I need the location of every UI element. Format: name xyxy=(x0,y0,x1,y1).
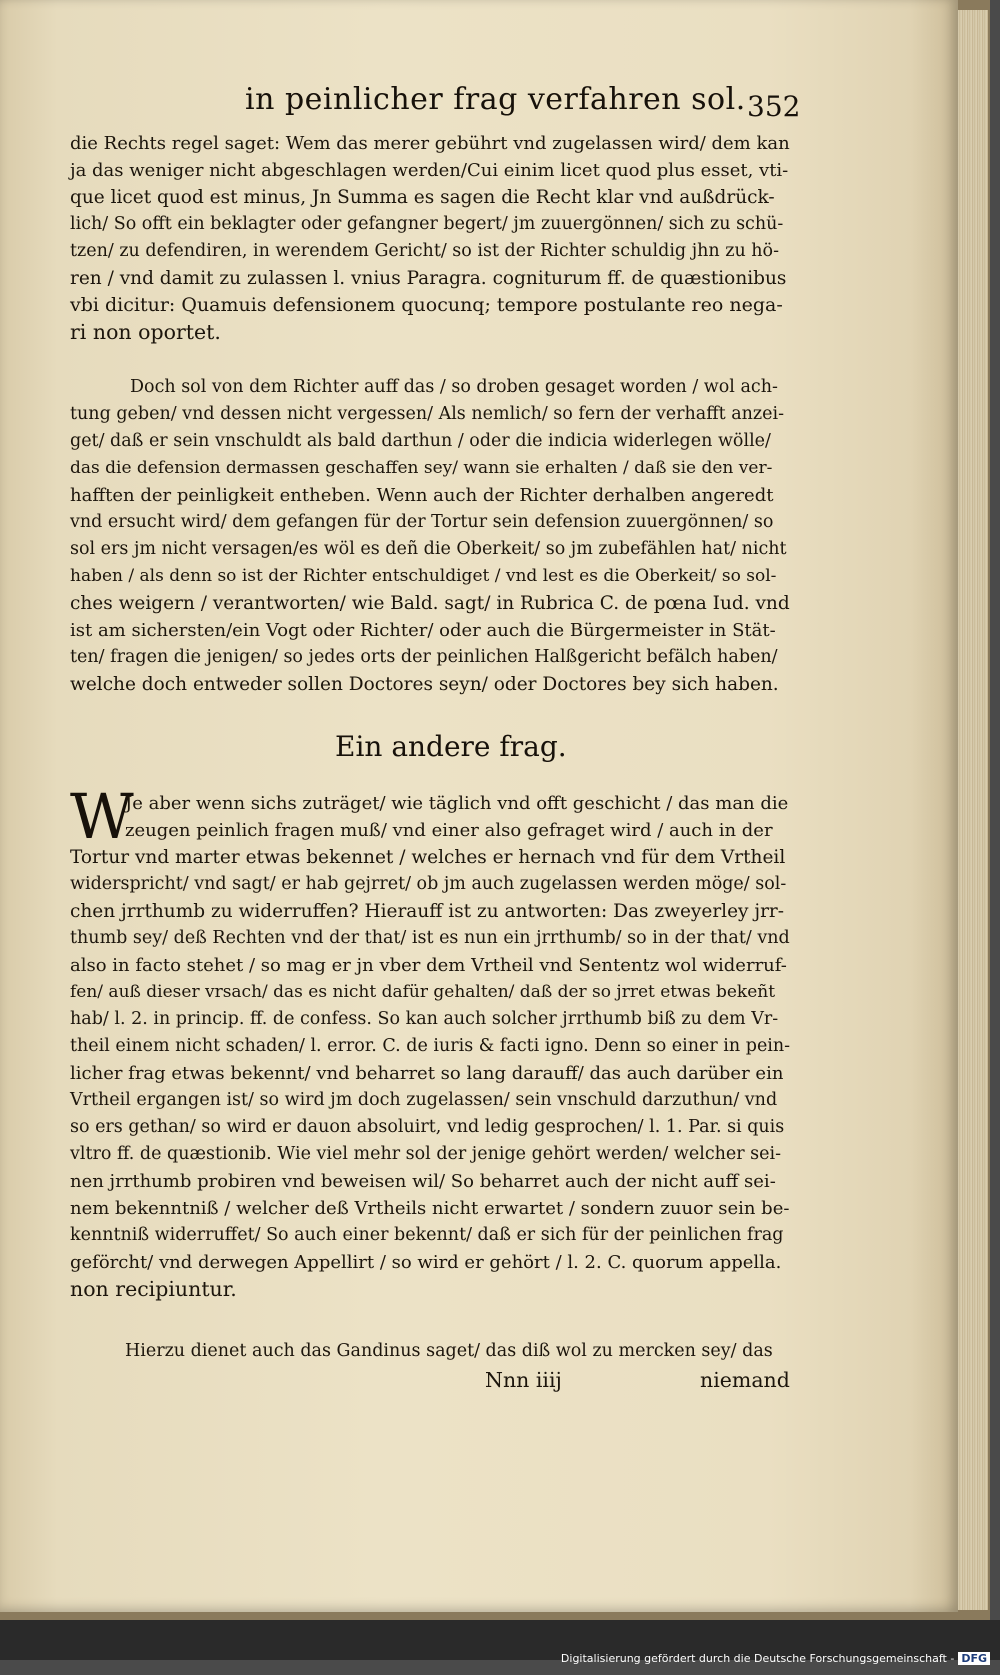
section-heading: Ein andere frag. xyxy=(335,730,567,763)
text-line: theil einem nicht schaden/ l. error. C. de iuris & facti igno. Denn so einer in pein- xyxy=(70,1036,791,1056)
text-line: ist am sichersten/ein Vogt oder Richter/ oder auch die Bürgermeister in Stät- xyxy=(70,620,776,641)
text-line: kenntniß widerruffet/ So auch einer bekennt/ daß er sich für der peinlichen frag xyxy=(70,1225,784,1245)
page-number: 352 xyxy=(747,90,801,123)
dfg-logo: DFG xyxy=(958,1652,990,1665)
text-line: hafften der peinligkeit entheben. Wenn auch der Richter derhalben angeredt xyxy=(70,485,774,506)
text-line: vnd ersucht wird/ dem gefangen für der Tortur sein defension zuuergönnen/ so xyxy=(70,512,774,532)
text-line: welche doch entweder sollen Doctores seyn/ oder Doctores bey sich haben. xyxy=(70,674,779,695)
text-line: lich/ So offt ein beklagter oder gefangner begert/ jm zuuergönnen/ sich zu schü- xyxy=(70,214,784,234)
text-line: chen jrrthumb zu widerruffen? Hierauff ist zu antworten: Das zweyerley jrr- xyxy=(70,901,785,922)
text-line: die Rechts regel saget: Wem das merer gebührt vnd zugelassen wird/ dem kan xyxy=(70,133,790,154)
text-line: Je aber wenn sichs zuträget/ wie täglich vnd offt geschicht / das man die xyxy=(125,793,789,814)
text-line: nen jrrthumb probiren vnd beweisen wil/ So beharret auch der nicht auff sei- xyxy=(70,1171,776,1192)
text-line: ches weigern / verantworten/ wie Bald. sagt/ in Rubrica C. de pœna Iud. vnd xyxy=(70,593,790,614)
text-line: sol ers jm nicht versagen/es wöl es deñ die Oberkeit/ so jm zubefählen hat/ nicht xyxy=(70,539,787,559)
decorated-initial: W xyxy=(70,780,134,853)
text-line: ri non oportet. xyxy=(70,320,221,344)
text-line: non recipiuntur. xyxy=(70,1277,237,1301)
text-line: get/ daß er sein vnschuldt als bald darthun / oder die indicia widerlegen wölle/ xyxy=(70,431,771,451)
credit-text: Digitalisierung gefördert durch die Deutsche Forschungsgemeinschaft - xyxy=(560,1652,955,1665)
text-line: que licet quod est minus, Jn Summa es sagen die Recht klar vnd außdrück- xyxy=(70,187,775,208)
text-line: tung geben/ vnd dessen nicht vergessen/ Als nemlich/ so fern der verhafft anzei- xyxy=(70,404,785,424)
text-line: tzen/ zu defendiren, in werendem Gericht/ so ist der Richter schuldig jhn zu hö- xyxy=(70,241,779,261)
text-line: Hierzu dienet auch das Gandinus saget/ das diß wol zu mercken sey/ das xyxy=(125,1341,773,1361)
text-line: Doch sol von dem Richter auff das / so droben gesaget worden / wol ach- xyxy=(130,377,778,397)
text-line: licher frag etwas bekennt/ vnd beharret so lang darauff/ das auch darüber ein xyxy=(70,1063,784,1084)
text-line: Tortur vnd marter etwas bekennet / welches er hernach vnd für dem Vrtheil xyxy=(70,847,786,868)
digitization-credit xyxy=(561,1652,990,1665)
text-line: Vrtheil ergangen ist/ so wird jm doch zugelassen/ sein vnschuld darzuthun/ vnd xyxy=(70,1090,778,1110)
text-line: also in facto stehet / so mag er jn vber dem Vrtheil vnd Sententz wol widerruf- xyxy=(70,955,787,976)
text-line: nem bekenntniß / welcher deß Vrtheils nicht erwartet / sondern zuuor sein be- xyxy=(70,1198,790,1219)
text-line: widerspricht/ vnd sagt/ er hab gejrret/ ob jm auch zugelassen werden möge/ sol- xyxy=(70,874,787,894)
text-line: ren / vnd damit zu zulassen l. vnius Paragra. cogniturum ff. de quæstionibus xyxy=(70,268,787,289)
catchword: niemand xyxy=(700,1368,790,1392)
text-line: das die defension dermassen geschaffen sey/ wann sie erhalten / daß sie den ver- xyxy=(70,458,773,478)
text-line: vltro ff. de quæstionib. Wie viel mehr sol der jenige gehört werden/ welcher sei- xyxy=(70,1144,782,1164)
text-line: fen/ auß dieser vrsach/ das es nicht dafür gehalten/ daß der so jrret etwas bekeñt xyxy=(70,982,776,1002)
text-line: thumb sey/ deß Rechten vnd der that/ ist es nun ein jrrthumb/ so in der that/ vnd xyxy=(70,928,790,948)
page-edges xyxy=(958,10,988,1610)
running-head: in peinlicher frag verfahren sol. xyxy=(245,82,746,117)
text-line: haben / als denn so ist der Richter entschuldiget / vnd lest es die Oberkeit/ so sol- xyxy=(70,566,777,586)
text-line: ten/ fragen die jenigen/ so jedes orts der peinlichen Halßgericht befälch haben/ xyxy=(70,647,778,667)
text-line: geförcht/ vnd derwegen Appellirt / so wird er gehört / l. 2. C. quorum appella. xyxy=(70,1252,782,1273)
text-line: zeugen peinlich fragen muß/ vnd einer also gefraget wird / auch in der xyxy=(125,820,773,841)
text-line: so ers gethan/ so wird er dauon absoluirt, vnd ledig gesprochen/ l. 1. Par. si quis xyxy=(70,1117,785,1137)
text-line: ja das weniger nicht abgeschlagen werden/Cui einim licet quod plus esset, vti- xyxy=(70,160,789,181)
text-line: vbi dicitur: Quamuis defensionem quocunq; tempore postulante reo nega- xyxy=(70,294,783,316)
text-line: hab/ l. 2. in princip. ff. de confess. So kan auch solcher jrrthumb biß zu dem Vr- xyxy=(70,1009,779,1029)
signature-mark: Nnn iiij xyxy=(485,1368,562,1392)
